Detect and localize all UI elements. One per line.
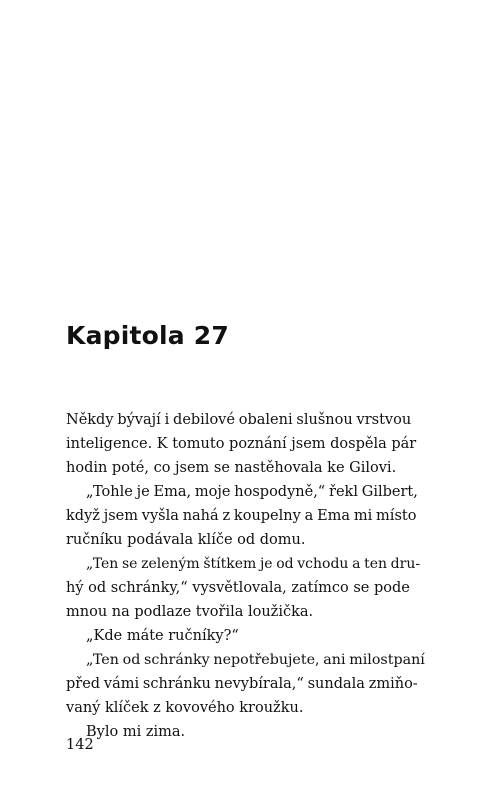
text-line: „Ten od schránky nepotřebujete, ani milostpaní: [86, 652, 425, 668]
text-line: před vámi schránku nevybírala,“ sundala zmiňo-: [66, 676, 418, 692]
text-line: když jsem vyšla nahá z koupelny a Ema mi místo: [66, 508, 417, 524]
text-line: mnou na podlaze tvořila loužička.: [66, 604, 314, 620]
text-line: „Tohle je Ema, moje hospodyně,“ řekl Gilbert,: [86, 484, 418, 500]
text-line: hodin poté, co jsem se nastěhovala ke Gilovi.: [66, 460, 397, 476]
text-line: „Kde máte ručníky?“: [86, 628, 239, 644]
text-line: hý od schránky,“ vysvětlovala, zatímco se pode: [66, 580, 410, 596]
text-line: inteligence. K tomuto poznání jsem dospěla pár: [66, 436, 417, 452]
chapter-title: Kapitola 27: [66, 321, 229, 350]
page-number: 142: [66, 737, 94, 753]
text-line: Někdy bývají i debilové obaleni slušnou vrstvou: [66, 412, 412, 428]
text-line: Bylo mi zima.: [86, 724, 186, 740]
text-line: vaný klíček z kovového kroužku.: [66, 700, 304, 716]
text-line: ručníku podávala klíče od domu.: [66, 532, 306, 548]
text-line: „Ten se zeleným štítkem je od vchodu a ten dru-: [86, 556, 421, 572]
